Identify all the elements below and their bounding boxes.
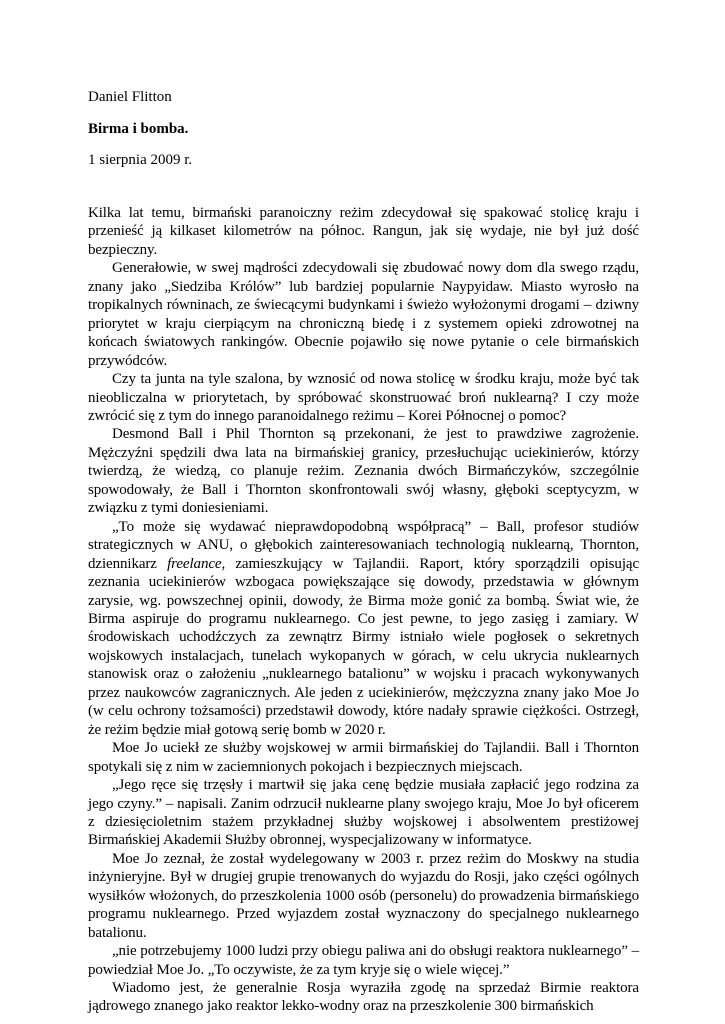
paragraph-7: „Jego ręce się trzęsły i martwił się jaka cenę będzie musiała zapłacić jego rodzina za jego czyny.” – napisali. Zanim odrzucił nuklearne plany swojego kraju, Moe Jo był oficerem z dziesięcioletnim stażem przykładnej służby wojskowej i absolwentem prestiżowej Birmańskiej Akademii Służby obronnej, wyspecjalizowany w informatyce.	[88, 777, 639, 849]
paragraph-5-part-1: „To może się wydawać nieprawdopodobną współpracą” – Ball, profesor studiów strategicznych w ANU, o głębokich zainteresowaniach technologią nuklearną, Thornton, dziennikarz	[88, 518, 639, 572]
paragraph-5-italic: freelance	[167, 555, 222, 572]
paragraph-5-part-2: , zamieszkujący w Tajlandii. Raport, który sporządzili opisując zeznania uciekinierów wzbogaca powiększające się dowody, przedstawia w głównym zarysie, wg. powszechnej opinii, dowody, że Birma może gonić za bombą. Świat wie, że Birma aspiruje do programu nuklearnego. Co jest pewne, to jego zasięg i zamiary. W środowiskach uchodźczych za zewnątrz Birmy istniało wiele pogłosek o sekretnych wojskowych instalacjach, tunelach wykopanych w górach, w celu ukrycia nuklearnych stanowisk oraz o założeniu „nuklearnego batalionu” w wojsku i pracach wykonywanych przez naukowców zagranicznych. Ale jeden z uciekinierów, mężczyzna znany jako Moe Jo (w celu ochrony tożsamości) przedstawił dowody, które nadały sprawie ciężkości. Ostrzegł, że reżim będzie miał gotową serię bomb w 2020 r.	[88, 555, 640, 738]
paragraph-1: Kilka lat temu, birmański paranoiczny reżim zdecydował się spakować stolicę kraju i przenieść ją kilkaset kilometrów na północ. Rangun, jak się wydaje, nie był już dość bezpieczny.	[88, 205, 639, 258]
paragraph-5	[88, 518, 639, 739]
article-body	[88, 204, 639, 1016]
author-name: Daniel Flitton	[88, 89, 172, 105]
paragraph-9: „nie potrzebujemy 1000 ludzi przy obiegu paliwa ani do obsługi reaktora nuklearnego” – powiedział Moe Jo. „To oczywiste, że za tym kryje się o wiele więcej.”	[88, 943, 639, 978]
paragraph-2: Generałowie, w swej mądrości zdecydowali się zbudować nowy dom dla swego rządu, znany jako „Siedziba Królów” lub bardziej popularnie Naypyidaw. Miasto wyrosło na tropikalnych równinach, ze świecącymi budynkami i świeżo wyłożonymi drogami – dziwny priorytet w kraju cierpiącym na chroniczną biedę i z systemem opieki zdrowotnej na końcach światowych rankingów. Obecnie pojawiło się nowe pytanie o cele birmańskich przywódców.	[88, 260, 639, 369]
paragraph-6: Moe Jo uciekł ze służby wojskowej w armii birmańskiej do Tajlandii. Ball i Thornton spotykali się z nim w zaciemnionych pokojach i bezpiecznych miejscach.	[88, 740, 639, 775]
article-title: Birma i bomba.	[88, 121, 189, 137]
paragraph-10: Wiadomo jest, że generalnie Rosja wyraziła zgodę na sprzedaż Birmie reaktora jądrowego znanego jako reaktor lekko-wodny oraz na przeszkolenie 300 birmańskich	[88, 980, 639, 1015]
paragraph-4: Desmond Ball i Phil Thornton są przekonani, że jest to prawdziwe zagrożenie. Mężczyźni spędzili dwa lata na birmańskiej granicy, przesłuchując uciekinierów, którzy twierdzą, że wiedzą, co planuje reżim. Zeznania dwóch Birmańczyków, szczególnie spowodowały, że Ball i Thornton skonfrontowali swój własny, głęboki sceptycyzm, w związku z tymi doniesieniami.	[88, 426, 639, 517]
paragraph-8: Moe Jo zeznał, że został wydelegowany w 2003 r. przez reżim do Moskwy na studia inżynieryjne. Był w drugiej grupie trenowanych do wyjazdu do Rosji, jako części ogólnych wysiłków włożonych, do przeszkolenia 1000 osób (personelu) do prowadzenia birmańskiego programu nuklearnego. Przed wyjazdem został wyznaczony do specjalnego nuklearnego batalionu.	[88, 850, 639, 941]
paragraph-3: Czy ta junta na tyle szalona, by wznosić od nowa stolicę w środku kraju, może być tak nieobliczalna w priorytetach, by spróbować skonstruować broń nuklearną? I czy może zwrócić się z tym do innego paranoidalnego reżimu – Korei Północnej o pomoc?	[88, 371, 639, 424]
article-date: 1 sierpnia 2009 r.	[88, 152, 193, 168]
